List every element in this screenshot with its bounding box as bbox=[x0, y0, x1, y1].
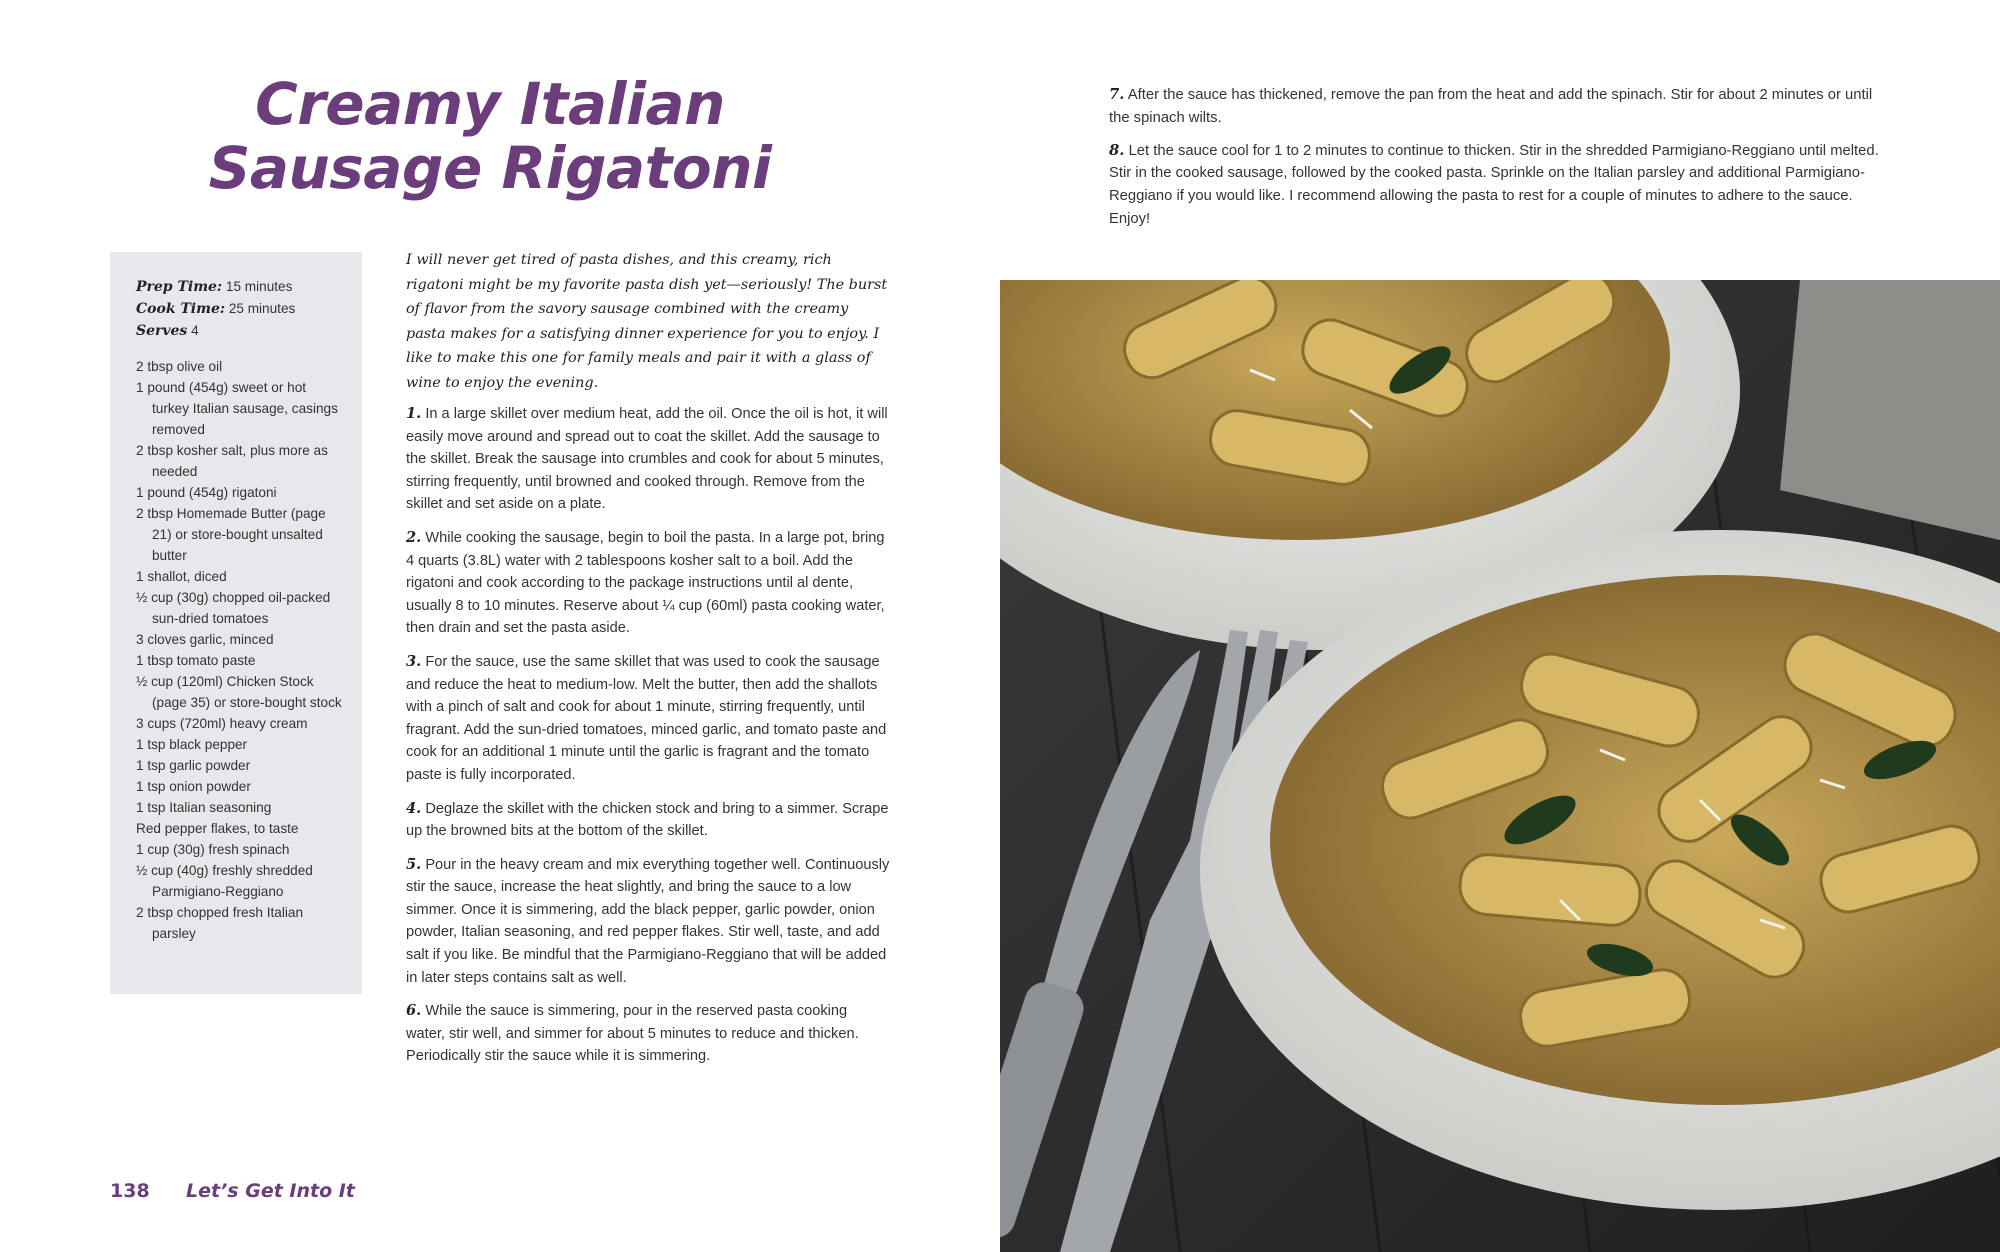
ingredient-item: 2 tbsp Homemade Butter (page 21) or store-bought unsalted butter bbox=[136, 506, 326, 563]
pasta-photo bbox=[1000, 280, 2000, 1252]
recipe-title-line-2: Sausage Rigatoni bbox=[208, 134, 772, 202]
ingredients-sidebar bbox=[110, 252, 362, 994]
step-text: While the sauce is simmering, pour in the reserved pasta cooking water, stir well, and simmer for about 5 minutes to reduce and thicken. Periodically stir the sauce while it is simmering. bbox=[406, 1003, 859, 1065]
step-8 bbox=[1109, 140, 1889, 231]
step-text: For the sauce, use the same skillet that was used to cook the sausage and reduce the heat to medium-low. Melt the butter, then add the shallots with a pinch of salt and cook for about 1 minute, stirring frequently, until fragrant. Add the sun-dried tomatoes, minced garlic, and tomato paste and cook for an additional 1 minute until the garlic is fragrant and the tomato paste is fully incorporated. bbox=[406, 653, 887, 783]
recipe-title-line-1: Creamy Italian bbox=[255, 70, 725, 138]
ingredient-item: 1 cup (30g) fresh spinach bbox=[136, 842, 290, 857]
ingredient-list bbox=[136, 356, 346, 944]
step-number: 4. bbox=[406, 799, 422, 817]
ingredient-item: 1 tbsp tomato paste bbox=[136, 653, 256, 668]
ingredient-item: 3 cups (720ml) heavy cream bbox=[136, 716, 308, 731]
step-text: Let the sauce cool for 1 to 2 minutes to continue to thicken. Stir in the shredded Parmigiano-Reggiano until melted. Stir in the cooked sausage, followed by the cooked pasta. Sprinkle on the Italian parsley and additional Parmigiano-Reggiano if you would like. I recommend allowing the pasta to rest for a couple of minutes to adhere to the sauce. Enjoy! bbox=[1109, 142, 1879, 227]
ingredient-item: 1 tsp onion powder bbox=[136, 779, 251, 794]
ingredient-item: 3 cloves garlic, minced bbox=[136, 632, 274, 647]
prep-time-label: Prep Time: bbox=[136, 279, 223, 295]
step-number: 5. bbox=[406, 855, 422, 873]
ingredient-item: 2 tbsp kosher salt, plus more as needed bbox=[136, 443, 328, 479]
serves bbox=[136, 320, 346, 342]
ingredient-item: 1 shallot, diced bbox=[136, 569, 227, 584]
step-text: In a large skillet over medium heat, add the oil. Once the oil is hot, it will easily move around and spread out to coat the skillet. Add the sausage to the skillet. Break the sausage into crumbles and cook for about 5 minutes, stirring frequently, until browned and cooked through. Remove from the skillet and set aside on a plate. bbox=[406, 406, 888, 513]
step-6 bbox=[406, 1000, 890, 1068]
step-7 bbox=[1109, 84, 1889, 130]
ingredient-item: ½ cup (30g) chopped oil-packed sun-dried tomatoes bbox=[136, 590, 331, 626]
serves-label: Serves bbox=[136, 323, 188, 339]
method-continued bbox=[1109, 84, 1889, 241]
recipe-intro: I will never get tired of pasta dishes, and this creamy, rich rigatoni might be my favorite pasta dish yet—seriously! The burst of flavor from the savory sausage combined with the creamy pasta makes for a satisfying dinner experience for you to enjoy. I like to make this one for family meals and pair it with a glass of wine to enjoy the evening. bbox=[406, 252, 888, 391]
prep-time-value: 15 minutes bbox=[225, 279, 293, 294]
step-text: Deglaze the skillet with the chicken stock and bring to a simmer. Scrape up the browned bits at the bottom of the skillet. bbox=[406, 800, 889, 840]
step-number: 2. bbox=[406, 528, 422, 546]
ingredient-item: 1 tsp garlic powder bbox=[136, 758, 251, 773]
step-number: 8. bbox=[1109, 141, 1125, 159]
method-column bbox=[406, 248, 890, 1079]
ingredient-item: Red pepper flakes, to taste bbox=[136, 821, 299, 836]
ingredient-item: ½ cup (120ml) Chicken Stock (page 35) or store-bought stock bbox=[136, 674, 342, 710]
prep-time bbox=[136, 276, 346, 298]
step-number: 1. bbox=[406, 405, 422, 422]
step-1 bbox=[406, 403, 890, 516]
ingredient-item: 2 tbsp chopped fresh Italian parsley bbox=[136, 905, 304, 941]
ingredient-item: 1 tsp Italian seasoning bbox=[136, 800, 272, 815]
cook-time bbox=[136, 298, 346, 320]
step-text: While cooking the sausage, begin to boil the pasta. In a large pot, bring 4 quarts (3.8L) water with 2 tablespoons kosher salt to a boil. Add the rigatoni and cook according to the package instructions until al dente, usually 8 to 10 minutes. Reserve about ¼ cup (60ml) pasta cooking water, then drain and set the pasta aside. bbox=[406, 529, 885, 637]
step-4 bbox=[406, 798, 890, 843]
page-number: 138 bbox=[110, 1180, 150, 1202]
ingredient-item: ½ cup (40g) freshly shredded Parmigiano-Reggiano bbox=[136, 863, 313, 899]
cook-time-label: Cook Time: bbox=[136, 301, 226, 317]
ingredient-item: 2 tbsp olive oil bbox=[136, 359, 223, 374]
ingredient-item: 1 pound (454g) rigatoni bbox=[136, 485, 277, 500]
ingredient-item: 1 pound (454g) sweet or hot turkey Italian sausage, casings removed bbox=[136, 380, 338, 437]
cook-time-value: 25 minutes bbox=[228, 301, 296, 316]
pasta-photo-illustration bbox=[1000, 280, 2000, 1252]
step-2 bbox=[406, 527, 890, 640]
serves-value: 4 bbox=[191, 323, 199, 338]
step-3 bbox=[406, 651, 890, 787]
step-number: 6. bbox=[406, 1002, 422, 1020]
step-text: After the sauce has thickened, remove the pan from the heat and add the spinach. Stir for about 2 minutes or until the spinach wilts. bbox=[1109, 87, 1873, 126]
running-head: Let’s Get Into It bbox=[186, 1180, 355, 1202]
step-text: Pour in the heavy cream and mix everything together well. Continuously stir the sauce, increase the heat slightly, and bring the sauce to a low simmer. Once it is simmering, add the black pepper, garlic powder, onion powder, Italian seasoning, and red pepper flakes. Stir well, taste, and add salt if you like. Be mindful that the Parmigiano-Reggiano that will be added in later steps contains salt as well. bbox=[406, 856, 890, 986]
step-number: 7. bbox=[1109, 86, 1125, 103]
step-number: 3. bbox=[406, 652, 422, 670]
ingredient-item: 1 tsp black pepper bbox=[136, 737, 248, 752]
recipe-title bbox=[110, 72, 870, 200]
step-5 bbox=[406, 854, 890, 990]
